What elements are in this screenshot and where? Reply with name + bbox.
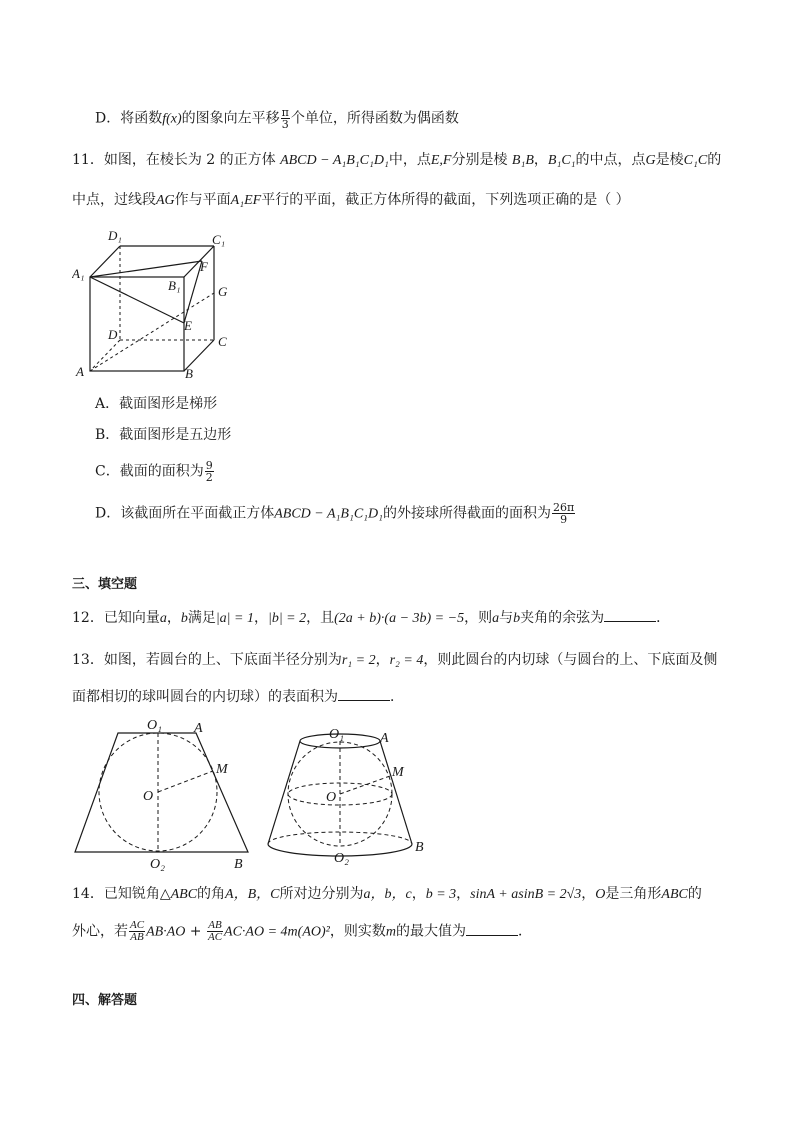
label-D: D bbox=[108, 327, 118, 342]
q14-stem-line2: 外心，若 $\frac{AC}{AB}$ AB·AO + $\frac{AB}{AC}$ AC·AO = 4m(AO)²，则实数m的最大值为 ． bbox=[72, 919, 532, 943]
q14-fraction-2: $\frac{AB}{AC}$ bbox=[207, 919, 223, 943]
label-O-right: O bbox=[326, 790, 337, 805]
label-F: F bbox=[200, 259, 208, 274]
label-A1: A₁ bbox=[72, 266, 85, 281]
label-C: C bbox=[218, 334, 227, 349]
q13-stem-line1: 13．如图，若圆台的上、下底面半径分别为r₁ = 2，r₂ = 4，则此圆台的内切球（与圆台的上、下底面及侧 bbox=[72, 652, 718, 668]
q14-fraction-1: $\frac{AC}{AB}$ bbox=[130, 919, 145, 943]
label-M-right: M bbox=[392, 765, 404, 780]
q10-option-d: D．将函数f(x)的图象向左平移 $\frac{\pi}{3}$ 个单位，所得函数为偶函数 bbox=[95, 106, 459, 131]
q14-answer-blank bbox=[466, 921, 518, 936]
q11-option-c: C．截面的面积为 $\frac{9}{2}$ bbox=[95, 459, 213, 484]
option-c-fraction: $\frac{9}{2}$ bbox=[205, 459, 213, 484]
cube-figure bbox=[72, 226, 242, 384]
label-B-right: B bbox=[415, 840, 424, 855]
q14-stem-line1: 14．已知锐角△ABC的角A，B，C所对边分别为a，b，c，b = 3，sinA + asinB = 2√3，O是三角形ABC的 bbox=[72, 886, 702, 902]
label-E: E bbox=[184, 318, 192, 333]
q11-stem-line1: 11．如图，在棱长为 2 的正方体 ABCD − A₁B₁C₁D₁中，点E,F分别是棱 B₁B，B₁C₁的中点，点G是棱C₁C的 bbox=[72, 152, 722, 168]
q13-stem-line2: 面都相切的球叫圆台的内切球）的表面积为 ． bbox=[72, 686, 404, 707]
label-A-left: A bbox=[194, 721, 203, 736]
q12-answer-blank bbox=[604, 607, 656, 622]
label-B1: B₁ bbox=[168, 278, 181, 293]
label-M-left: M bbox=[216, 762, 228, 777]
label-O1-left: O₁ bbox=[147, 718, 162, 733]
frustum-section-figure bbox=[70, 712, 260, 872]
q11-option-b: B．截面图形是五边形 bbox=[95, 427, 232, 443]
label-A-right: A bbox=[380, 731, 389, 746]
q11-option-d: D．该截面所在平面截正方体ABCD − A₁B₁C₁D₁的外接球所得截面的面积为 $\frac{26\pi}{9}$ bbox=[95, 501, 575, 526]
label-D1: D₁ bbox=[108, 228, 122, 243]
label-G: G bbox=[218, 284, 228, 299]
q12-stem: 12．已知向量a，b满足|a| = 1，|b| = 2，且(2a + b)·(a − 3b) = −5，则a与b夹角的余弦为 ． bbox=[72, 607, 670, 629]
q11-stem-line2: 中点，过线段AG作与平面A₁EF平行的平面，截正方体所得的截面，下列选项正确的是（ ） bbox=[72, 192, 630, 208]
label-B-left: B bbox=[234, 857, 243, 872]
section-fill-in-heading: 三、填空题 bbox=[72, 577, 138, 592]
option-d-fraction: $\frac{26\pi}{9}$ bbox=[553, 501, 575, 526]
label-O1-right: O₁ bbox=[329, 727, 344, 742]
label-O-left: O bbox=[143, 789, 154, 804]
label-O2-right: O₂ bbox=[334, 851, 349, 866]
shift-fraction: $\frac{\pi}{3}$ bbox=[281, 106, 289, 131]
label-O2-left: O₂ bbox=[150, 857, 165, 872]
section-answer-heading: 四、解答题 bbox=[72, 993, 138, 1008]
label-B: B bbox=[185, 366, 193, 381]
q13-answer-blank bbox=[338, 686, 390, 701]
frustum-3d-figure bbox=[262, 716, 442, 872]
q11-option-a: A．截面图形是梯形 bbox=[95, 396, 218, 412]
label-C1: C₁ bbox=[212, 232, 226, 247]
label-A: A bbox=[76, 364, 84, 379]
